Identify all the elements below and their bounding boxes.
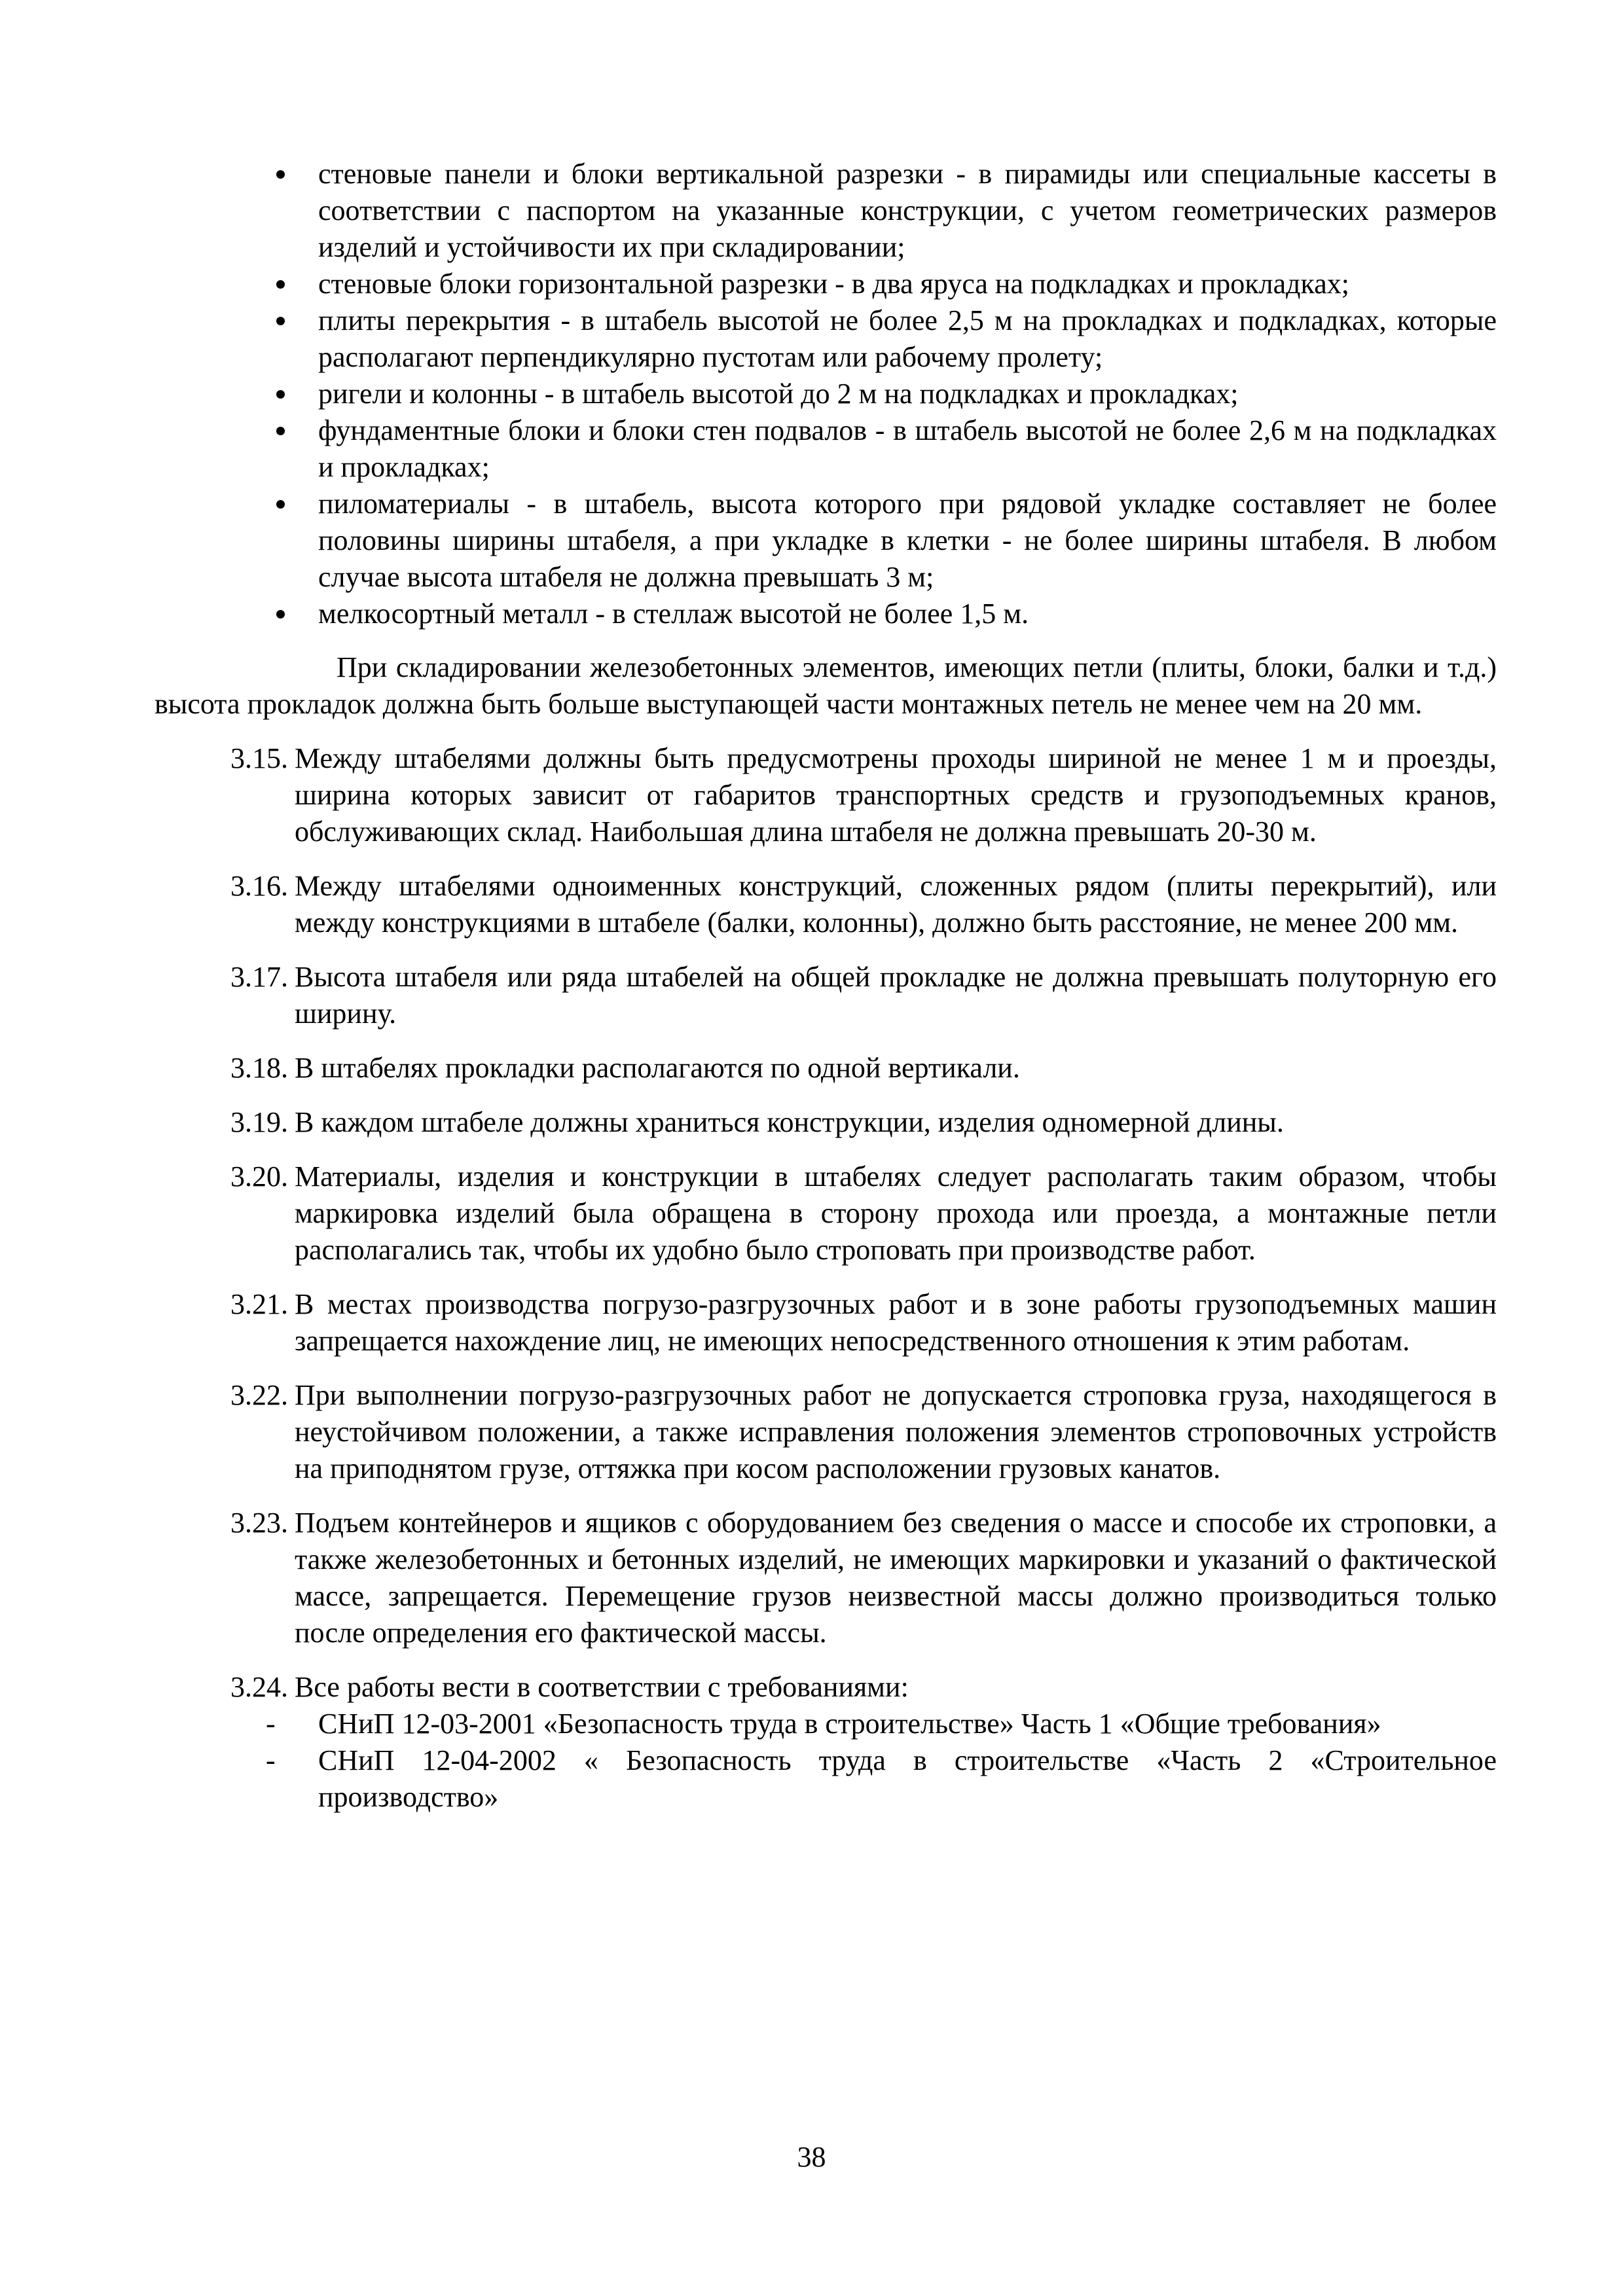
requirement-text: СНиП 12-03-2001 «Безопасность труда в строительстве» Часть 1 «Общие требования» [318,1708,1381,1740]
numbered-item [155,1286,1497,1359]
document-page [155,156,1497,1816]
bullet-item [155,412,1497,486]
bullet-text: стеновые блоки горизонтальной разрезки - в два яруса на подкладках и прокладках; [318,268,1349,300]
item-number: 3.17. [230,961,288,993]
item-text: Между штабелями должны быть предусмотрены проходы шириной не менее 1 м и проезды, ширина которых зависит от габаритов транспортных средств и грузоподъемных кранов, обслуживающих склад. Наибольшая длина штабеля не должна превышать 20-30 м. [295,742,1497,848]
item-number: 3.16. [230,870,288,902]
numbered-item [155,1158,1497,1268]
bullet-item [155,156,1497,266]
bullet-text: плиты перекрытия - в штабель высотой не более 2,5 м на прокладках и подкладках, которые располагают перпендикулярно пустотам или рабочему пролету; [318,304,1497,373]
bullet-icon [270,156,290,192]
item-number: 3.23. [230,1507,288,1539]
item-number: 3.19. [230,1106,288,1138]
bullet-text: ригели и колонны - в штабель высотой до 2 м на подкладках и прокладках; [318,378,1239,410]
numbered-item [155,1050,1497,1086]
item-text: Между штабелями одноименных конструкций, сложенных рядом (плиты перекрытий), или между конструкциями в штабеле (балки, колонны), должно быть расстояние, не менее 200 мм. [295,870,1497,939]
requirement-item [155,1706,1497,1742]
bullet-item [155,266,1497,302]
numbered-item [155,959,1497,1032]
bullet-text: фундаментные блоки и блоки стен подвалов - в штабель высотой не более 2,6 м на подкладках и прокладках; [318,414,1497,483]
requirements-list [155,1706,1497,1816]
bullet-item [155,302,1497,376]
item-text: Подъем контейнеров и ящиков с оборудованием без сведения о массе и способе их строповки, а также железобетонных и бетонных изделий, не имеющих маркировки и указаний о фактической массе, запрещается. Перемещение грузов неизвестной массы должно производиться только после определения его фактической массы. [295,1507,1497,1649]
page-number: 38 [797,2141,826,2173]
item-text: В местах производства погрузо-разгрузочных работ и в зоне работы грузоподъемных машин запрещается нахождение лиц, не имеющих непосредственного отношения к этим работам. [295,1288,1497,1357]
dash-marker: - [266,1744,276,1776]
bullet-list [155,156,1497,632]
item-number: 3.22. [230,1379,288,1411]
bullet-icon [270,412,290,449]
bullet-icon [270,376,290,412]
item-number: 3.18. [230,1052,288,1084]
bullet-icon [270,596,290,632]
requirement-text: СНиП 12-04-2002 « Безопасность труда в строительстве «Часть 2 «Строительное производство» [318,1744,1497,1813]
numbered-item [155,1377,1497,1487]
dash-marker: - [266,1708,276,1740]
item-text: При выполнении погрузо-разгрузочных работ не допускается строповка груза, находящегося в неустойчивом положении, а также исправления положения элементов строповочных устройств на приподнятом грузе, оттяжка при косом расположении грузовых канатов. [295,1379,1497,1484]
numbered-item [155,1505,1497,1651]
item-number: 3.15. [230,742,288,774]
numbered-item [155,1669,1497,1706]
bullet-icon [270,486,290,522]
bullet-text: мелкосортный металл - в стеллаж высотой не более 1,5 м. [318,598,1029,630]
numbered-item [155,1104,1497,1141]
bullet-item [155,596,1497,632]
item-number: 3.20. [230,1160,288,1193]
bullet-icon [270,302,290,339]
bullet-text: пиломатериалы - в штабель, высота которого при рядовой укладке составляет не более половины ширины штабеля, а при укладке в клетки - не более ширины штабеля. В любом случае высота штабеля не должна превышать 3 м; [318,488,1497,593]
item-text: Все работы вести в соответствии с требованиями: [295,1671,909,1703]
bullet-item [155,486,1497,596]
item-text: Материалы, изделия и конструкции в штабелях следует располагать таким образом, чтобы маркировка изделий была обращена в сторону прохода или проезда, а монтажные петли располагались так, чтобы их удобно было строповать при производстве работ. [295,1160,1497,1266]
numbered-item [155,740,1497,850]
numbered-list [155,740,1497,1706]
item-number: 3.24. [230,1671,288,1703]
requirement-item [155,1742,1497,1816]
item-number: 3.21. [230,1288,288,1320]
item-text: Высота штабеля или ряда штабелей на общей прокладке не должна превышать полуторную его ширину. [295,961,1497,1030]
bullet-icon [270,266,290,302]
bullet-text: стеновые панели и блоки вертикальной разрезки - в пирамиды или специальные кассеты в соответствии с паспортом на указанные конструкции, с учетом геометрических размеров изделий и устойчивости их при складировании; [318,158,1497,263]
body-paragraph: При складировании железобетонных элементов, имеющих петли (плиты, блоки, балки и т.д.) высота прокладок должна быть больше выступающей части монтажных петель не менее чем на 20 мм. [155,651,1497,720]
item-text: В каждом штабеле должны храниться конструкции, изделия одномерной длины. [295,1106,1284,1138]
bullet-item [155,376,1497,412]
numbered-item [155,868,1497,941]
item-text: В штабелях прокладки располагаются по одной вертикали. [295,1052,1020,1084]
